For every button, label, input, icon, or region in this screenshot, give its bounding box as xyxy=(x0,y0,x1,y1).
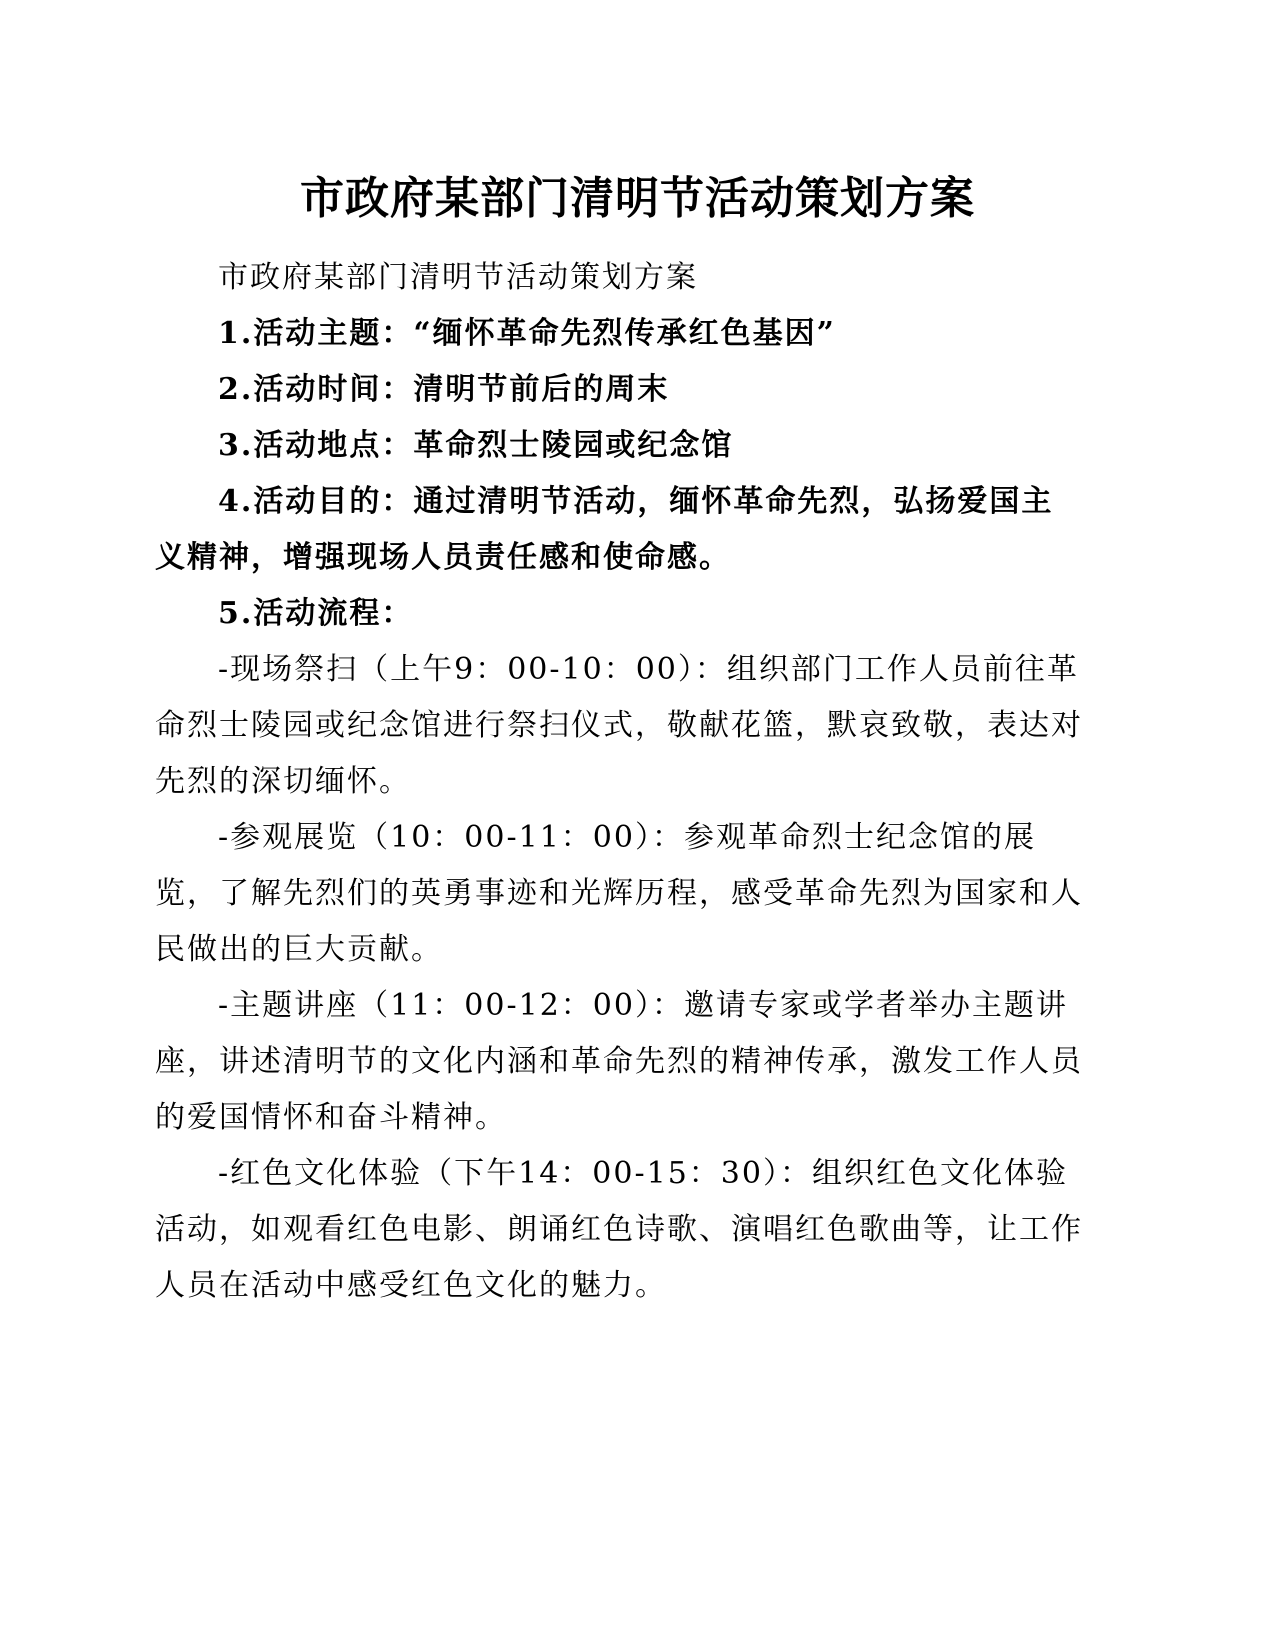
item-purpose: 4.活动目的：通过清明节活动，缅怀革命先烈，弘扬爱国主义精神，增强现场人员责任感和使命感。 xyxy=(155,484,1054,575)
item-process-heading: 5.活动流程： xyxy=(218,596,414,631)
document-body xyxy=(155,250,1085,1314)
item-theme: 1.活动主题：“缅怀革命先烈传承红色基因” xyxy=(218,316,836,351)
item-location: 3.活动地点：革命烈士陵园或纪念馆 xyxy=(218,428,734,463)
process-theme-lecture: -主题讲座（11：00-12：00）：邀请专家或学者举办主题讲座，讲述清明节的文化内涵和革命先烈的精神传承，激发工作人员的爱国情怀和奋斗精神。 xyxy=(155,988,1083,1135)
process-exhibition-visit: -参观展览（10：00-11：00）：参观革命烈士纪念馆的展览，了解先烈们的英勇事迹和光辉历程，感受革命先烈为国家和人民做出的巨大贡献。 xyxy=(155,820,1083,967)
document-title: 市政府某部门清明节活动策划方案 xyxy=(300,173,975,224)
document-subtitle: 市政府某部门清明节活动策划方案 xyxy=(218,260,698,295)
item-time: 2.活动时间：清明节前后的周末 xyxy=(218,372,670,407)
process-red-culture-experience: -红色文化体验（下午14：00-15：30）：组织红色文化体验活动，如观看红色电影、朗诵红色诗歌、演唱红色歌曲等，让工作人员在活动中感受红色文化的魅力。 xyxy=(155,1156,1083,1303)
process-site-sweeping: -现场祭扫（上午9：00-10：00）：组织部门工作人员前往革命烈士陵园或纪念馆进行祭扫仪式，敬献花篮，默哀致敬，表达对先烈的深切缅怀。 xyxy=(155,652,1083,799)
